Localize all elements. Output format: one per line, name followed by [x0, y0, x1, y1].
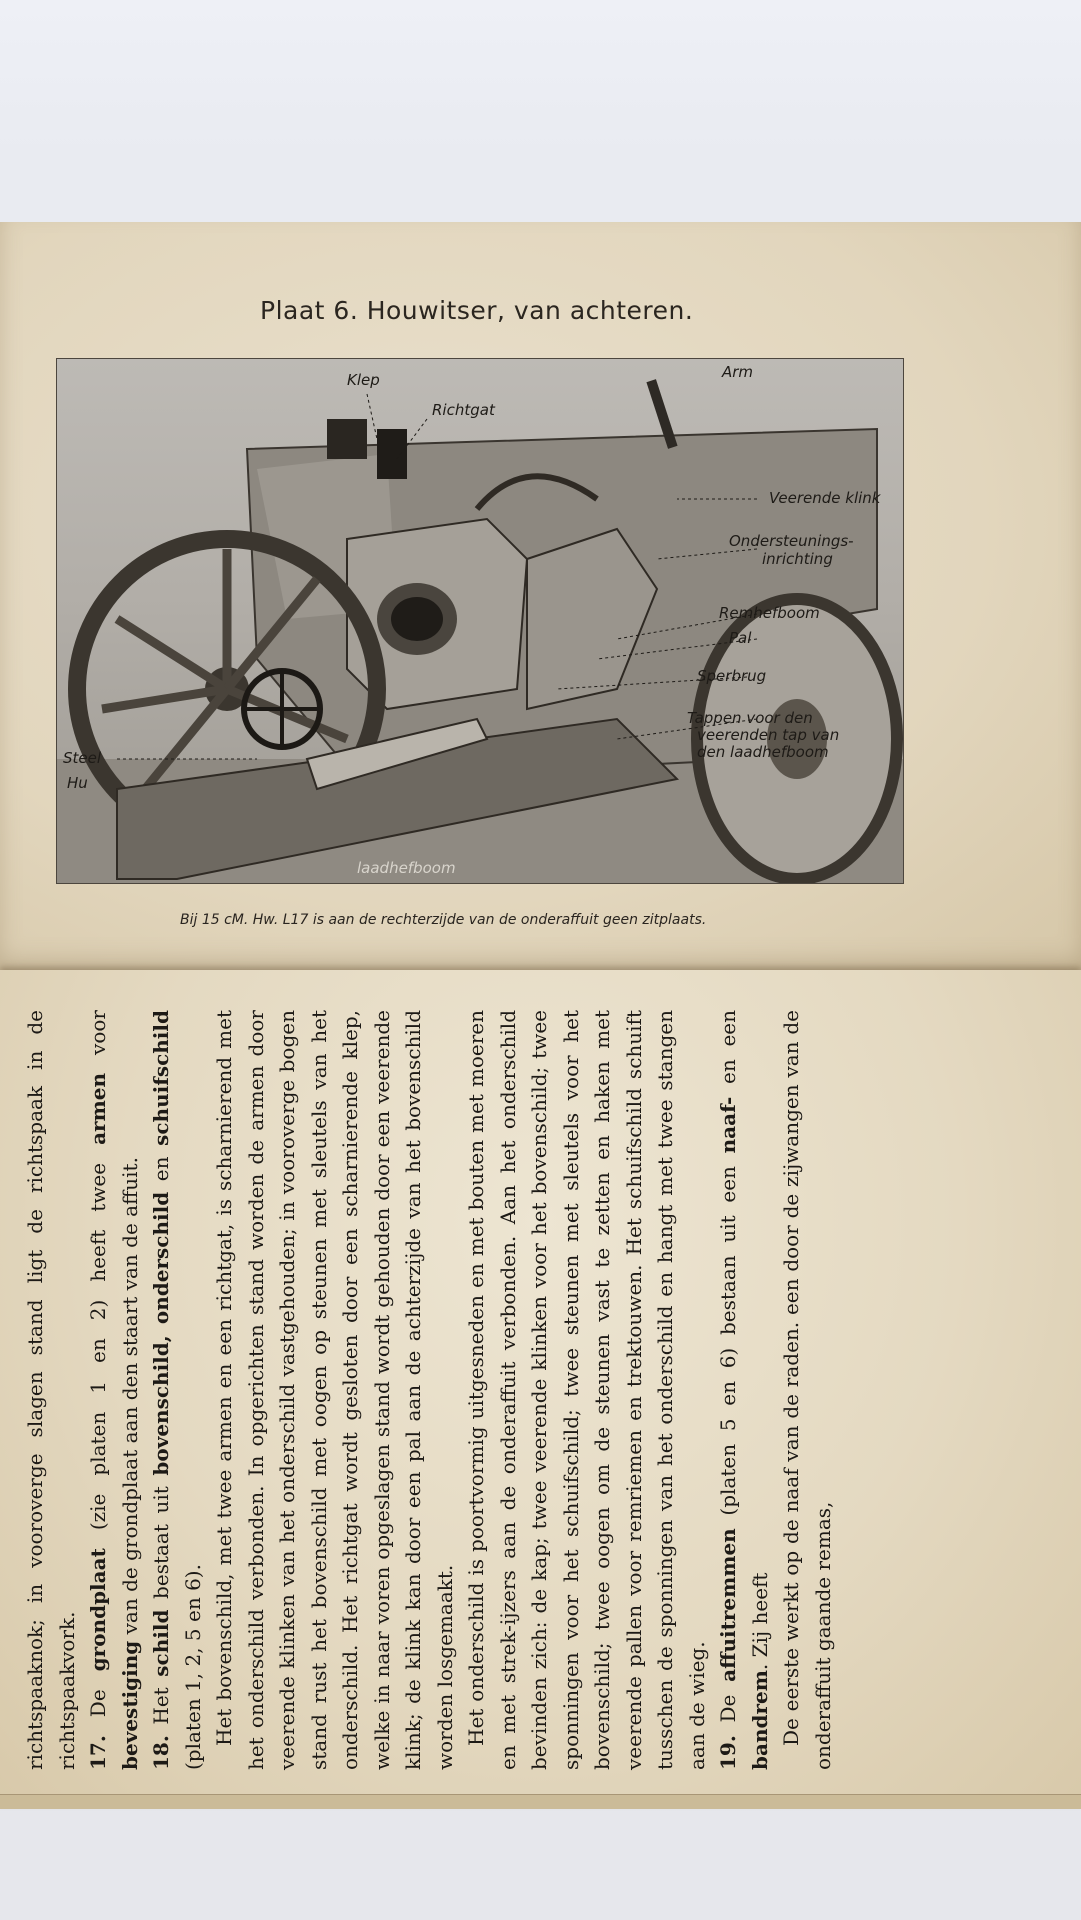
text-run: Het [149, 1676, 173, 1736]
term-bevestiging: bevestiging [117, 1640, 142, 1770]
text-run: De [716, 1681, 740, 1736]
text-run: en een [716, 1010, 740, 1097]
term-bovenschild: bovenschild, onderschild [149, 1191, 173, 1476]
label-tappen-1: Tappen voor den [687, 709, 813, 727]
term-naaf: naaf- [716, 1096, 740, 1154]
howitzer-photo [56, 358, 904, 884]
paragraph-1: richtspaaknok; in vooroverge slagen stand ligt de richtspaak in de richtspaakvork. [23, 1010, 79, 1770]
label-tappen-2: veerenden tap van [697, 726, 840, 744]
label-laadhefboom: laadhefboom [357, 859, 456, 877]
text-run: en [149, 1145, 173, 1192]
label-arm: Arm [722, 363, 754, 381]
label-steel: Steel [63, 749, 102, 767]
page-edge [0, 1794, 1081, 1809]
term-schild: schild [149, 1609, 173, 1677]
term-schuifschild: schuifschild [149, 1010, 173, 1146]
text-run: van de grondplaat aan den staart van de affuit. [117, 1157, 142, 1641]
rotated-text-block [20, 1010, 1060, 1770]
section-17-number: 17. [86, 1735, 110, 1770]
text-run: De [86, 1671, 110, 1736]
term-bandrem: bandrem [747, 1670, 772, 1770]
plate-caption: Bij 15 cM. Hw. L17 is aan de rechterzijde van de onderaffuit geen zitplaats. [180, 912, 707, 928]
text-run: (zie platen 1 en 2) heeft twee [86, 1144, 110, 1549]
label-pal: Pal [729, 629, 752, 647]
label-ondersteunings: Ondersteunings- [729, 532, 854, 550]
paragraph-17 [83, 1010, 146, 1770]
label-richtgat: Richtgat [432, 401, 495, 419]
term-grondplaat: grondplaat [86, 1548, 110, 1672]
open-book [0, 222, 1081, 1807]
text-run: . Zij heeft [747, 1572, 772, 1671]
label-sperbrug: Sperbrug [697, 667, 767, 685]
paragraph-18 [146, 1010, 209, 1770]
plate-title: Plaat 6. Houwitser, van achteren. [260, 296, 694, 325]
paragraph-remmen: De eerste werkt op de naaf van de raden. een door de zijwangen van de onderaffuit gaande remas, [779, 1010, 835, 1770]
label-inrichting: inrichting [762, 550, 833, 568]
paragraph-19 [713, 1010, 776, 1770]
section-18-number: 18. [149, 1735, 173, 1770]
text-run: (platen 1, 2, 5 en 6). [180, 1564, 205, 1770]
paragraph-onderschild: Het onderschild is poortvormig uitgesneden en met bouten met moeren en met strek-ijzers aan de onderaffuit verbonden. Aan het onderschild bevinden zich: de kap; twee veerende klinken voor het bovenschild; twee sponningen voor het schuifschild; twee steunen met sleutels voor het bovenschild; twee oogen om de steunen vast te zetten en haken met veerende pallen voor remriemen en trektouwen. Het schuifschild schuift tusschen de sponningen van het onderschild en hangt met twee stangen aan de wieg. [464, 1010, 709, 1770]
text-run: (platen 5 en 6) bestaan uit een [716, 1153, 740, 1529]
paragraph-bovenschild: Het bovenschild, met twee armen en een richtgat, is scharnierend met het onderschild verbonden. In opgerichten stand worden de armen door veerende klinken van het onderschild vastgehouden; in vooroverge bogen stand rust het bovenschild met oogen op steunen met sleutels van het onderschild. Het richtgat wordt gesloten door een scharnierende klep, welke in naar voren opgeslagen stand wordt gehouden door een veerende klink; de klink kan door een pal aan de achterzijde van het bovenschild worden losgemaakt. [212, 1010, 457, 1770]
term-armen: armen [86, 1072, 110, 1145]
label-tappen-3: den laadhefboom [697, 743, 829, 761]
plate-page [0, 222, 1081, 972]
label-veerende-klink: Veerende klink [769, 489, 881, 507]
text-run: bestaat uit [149, 1475, 173, 1610]
label-klep: Klep [347, 371, 380, 389]
text-run: voor [86, 1010, 110, 1073]
label-remhefboom: Remhefboom [719, 604, 820, 622]
text-page [0, 970, 1081, 1807]
section-19-number: 19. [716, 1735, 740, 1770]
term-affuitremmen: affuitremmen [716, 1528, 740, 1682]
label-hu: Hu [67, 774, 88, 792]
